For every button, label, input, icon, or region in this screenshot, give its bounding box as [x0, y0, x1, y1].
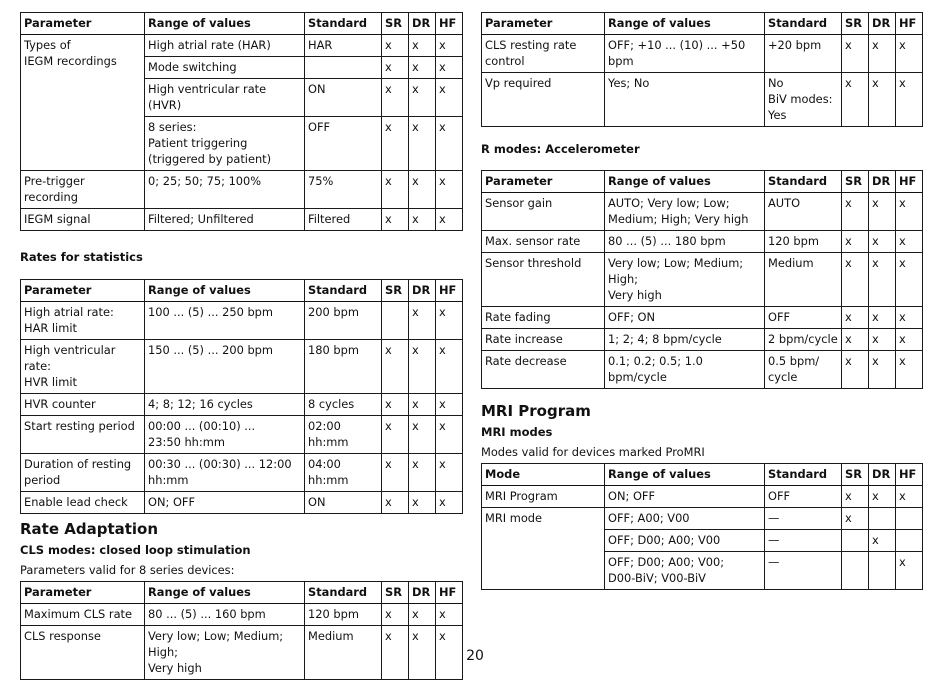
table-cell: 0; 25; 50; 75; 100% [145, 171, 305, 209]
table-cell: OFF; ON [605, 307, 765, 329]
table-cell: HVR counter [21, 394, 145, 416]
table-cell: x [436, 340, 463, 394]
table-cell: x [436, 35, 463, 57]
table-cell: 02:00 hh:mm [305, 416, 382, 454]
table-row [482, 253, 923, 307]
column-header: HF [436, 13, 463, 35]
table-cell: x [382, 492, 409, 514]
column-header: Range of values [145, 280, 305, 302]
table-cell: x [409, 604, 436, 626]
table-cell: x [409, 171, 436, 209]
column-header: Standard [765, 464, 842, 486]
table-cell: x [842, 307, 869, 329]
column-header: Parameter [21, 13, 145, 35]
table-cell: x [869, 253, 896, 307]
column-header: SR [382, 280, 409, 302]
table-cell: ON [305, 492, 382, 514]
table-cell: 1; 2; 4; 8 bpm/cycle [605, 329, 765, 351]
table-header-row [482, 464, 923, 486]
table-row [482, 231, 923, 253]
table-cell: Rate increase [482, 329, 605, 351]
table-cell: 120 bpm [305, 604, 382, 626]
table-cell: ON [305, 79, 382, 117]
table-header-row [482, 13, 923, 35]
table-cell: x [409, 35, 436, 57]
table-cell: x [382, 209, 409, 231]
left-column [20, 12, 462, 680]
table-cell: x [382, 604, 409, 626]
table-cell: x [409, 340, 436, 394]
table-cell: x [382, 57, 409, 79]
table-cell: 200 bpm [305, 302, 382, 340]
table-cell: x [382, 626, 409, 680]
table-cell [305, 57, 382, 79]
table-cell [842, 530, 869, 552]
column-header: HF [436, 280, 463, 302]
table-cell: x [409, 394, 436, 416]
column-header: Range of values [145, 582, 305, 604]
table-cell: x [409, 626, 436, 680]
table-cell: Vp required [482, 73, 605, 127]
column-header: Parameter [482, 171, 605, 193]
table-row [21, 302, 463, 340]
table-cell: — [765, 508, 842, 530]
table-cell: 120 bpm [765, 231, 842, 253]
column-header: Mode [482, 464, 605, 486]
column-header: DR [869, 171, 896, 193]
table-cell: 150 ... (5) ... 200 bpm [145, 340, 305, 394]
table-cell: x [436, 171, 463, 209]
table-cell: No BiV modes: Yes [765, 73, 842, 127]
column-header: SR [842, 13, 869, 35]
column-header: SR [382, 582, 409, 604]
table-cell: x [896, 486, 923, 508]
table-cell: Medium [305, 626, 382, 680]
table-cell [869, 508, 896, 530]
column-header: HF [896, 13, 923, 35]
rates-statistics-table [20, 279, 463, 514]
table-cell [896, 508, 923, 530]
table-cell: x [409, 492, 436, 514]
table-cell: 80 ... (5) ... 160 bpm [145, 604, 305, 626]
table-cell: 4; 8; 12; 16 cycles [145, 394, 305, 416]
column-header: Parameter [482, 13, 605, 35]
table-cell: Filtered; Unfiltered [145, 209, 305, 231]
table-cell: 2 bpm/cycle [765, 329, 842, 351]
table-cell: Maximum CLS rate [21, 604, 145, 626]
table-cell: x [896, 73, 923, 127]
mri-modes-table [481, 463, 923, 590]
table-cell: x [869, 307, 896, 329]
table-cell: 00:30 ... (00:30) ... 12:00 hh:mm [145, 454, 305, 492]
table-cell: x [436, 117, 463, 171]
column-header: Standard [765, 13, 842, 35]
column-header: Parameter [21, 582, 145, 604]
column-header: Standard [765, 171, 842, 193]
mri-program-heading: MRI Program [481, 402, 591, 420]
table-cell: 8 series: Patient triggering (triggered by patient) [145, 117, 305, 171]
table-cell: OFF [305, 117, 382, 171]
table-cell: x [842, 351, 869, 389]
table-cell: x [382, 35, 409, 57]
table-cell: x [869, 329, 896, 351]
cls-modes-heading: CLS modes: closed loop stimulation [20, 543, 251, 557]
table-cell: OFF; D00; A00; V00 [605, 530, 765, 552]
table-cell: x [436, 394, 463, 416]
table-cell: x [382, 416, 409, 454]
cls-table [20, 581, 463, 680]
table-cell [842, 552, 869, 590]
table-cell: x [842, 508, 869, 530]
table-row [21, 171, 463, 209]
table-cell: x [436, 454, 463, 492]
table-cell [382, 302, 409, 340]
table-cell: — [765, 530, 842, 552]
table-row [21, 416, 463, 454]
table-cell: Types of IEGM recordings [21, 35, 145, 171]
table-cell: x [842, 253, 869, 307]
table-cell: 0.1; 0.2; 0.5; 1.0 bpm/cycle [605, 351, 765, 389]
table-cell: High atrial rate: HAR limit [21, 302, 145, 340]
table-cell: AUTO [765, 193, 842, 231]
table-cell: High ventricular rate: HVR limit [21, 340, 145, 394]
iegm-recordings-table [20, 12, 463, 231]
table-cell: OFF [765, 486, 842, 508]
table-cell [869, 552, 896, 590]
table-cell: x [869, 351, 896, 389]
table-cell: High atrial rate (HAR) [145, 35, 305, 57]
column-header: DR [869, 464, 896, 486]
rate-adaptation-heading: Rate Adaptation [20, 520, 159, 538]
mri-note: Modes valid for devices marked ProMRI [481, 445, 705, 459]
table-row [482, 73, 923, 127]
table-row [482, 193, 923, 231]
table-cell: x [896, 552, 923, 590]
table-row [482, 35, 923, 73]
table-cell: x [869, 486, 896, 508]
table-cell: HAR [305, 35, 382, 57]
table-cell: x [409, 117, 436, 171]
table-cell: x [896, 307, 923, 329]
column-header: Standard [305, 280, 382, 302]
table-cell: x [382, 117, 409, 171]
column-header: DR [869, 13, 896, 35]
table-row [482, 508, 923, 530]
table-cell: x [896, 35, 923, 73]
column-header: Range of values [605, 171, 765, 193]
table-cell: ON; OFF [145, 492, 305, 514]
table-cell: x [382, 79, 409, 117]
table-row [21, 394, 463, 416]
column-header: Standard [305, 582, 382, 604]
rates-statistics-heading: Rates for statistics [20, 250, 143, 264]
accelerometer-table [481, 170, 923, 389]
column-header: DR [409, 280, 436, 302]
column-header: HF [896, 171, 923, 193]
table-cell: x [409, 416, 436, 454]
table-row [21, 492, 463, 514]
cls-note: Parameters valid for 8 series devices: [20, 563, 235, 577]
table-cell: x [842, 231, 869, 253]
mri-modes-heading: MRI modes [481, 425, 553, 439]
table-cell: OFF; +10 ... (10) ... +50 bpm [605, 35, 765, 73]
table-cell: x [896, 351, 923, 389]
table-cell: x [382, 394, 409, 416]
table-cell: IEGM signal [21, 209, 145, 231]
table-cell: Rate fading [482, 307, 605, 329]
table-cell: Filtered [305, 209, 382, 231]
table-cell: ON; OFF [605, 486, 765, 508]
table-cell: Very low; Low; Medium; High; Very high [605, 253, 765, 307]
table-cell: Rate decrease [482, 351, 605, 389]
column-header: SR [382, 13, 409, 35]
table-row [482, 329, 923, 351]
table-row [21, 340, 463, 394]
table-cell: Start resting period [21, 416, 145, 454]
table-cell: x [409, 454, 436, 492]
table-cell: 00:00 ... (00:10) ... 23:50 hh:mm [145, 416, 305, 454]
table-cell: x [869, 35, 896, 73]
table-cell [896, 530, 923, 552]
table-cell: Yes; No [605, 73, 765, 127]
table-cell: x [896, 253, 923, 307]
table-cell: 8 cycles [305, 394, 382, 416]
table-cell: x [842, 329, 869, 351]
table-row [21, 209, 463, 231]
table-cell: x [896, 231, 923, 253]
table-cell: x [436, 79, 463, 117]
table-cell: x [382, 454, 409, 492]
table-cell: 100 ... (5) ... 250 bpm [145, 302, 305, 340]
right-column [481, 12, 922, 590]
table-cell: 04:00 hh:mm [305, 454, 382, 492]
table-cell: CLS resting rate control [482, 35, 605, 73]
table-cell: x [409, 209, 436, 231]
table-cell: x [436, 416, 463, 454]
column-header: DR [409, 582, 436, 604]
column-header: Range of values [145, 13, 305, 35]
table-header-row [21, 13, 463, 35]
table-cell: High ventricular rate (HVR) [145, 79, 305, 117]
column-header: Standard [305, 13, 382, 35]
table-cell: x [869, 231, 896, 253]
table-header-row [21, 280, 463, 302]
column-header: Range of values [605, 464, 765, 486]
table-cell: Very low; Low; Medium; High; Very high [145, 626, 305, 680]
table-header-row [21, 582, 463, 604]
table-cell: x [842, 73, 869, 127]
table-cell: x [409, 302, 436, 340]
table-cell: x [436, 492, 463, 514]
table-cell: x [382, 171, 409, 209]
table-cell: Sensor gain [482, 193, 605, 231]
table-cell: x [842, 193, 869, 231]
table-cell: AUTO; Very low; Low; Medium; High; Very high [605, 193, 765, 231]
table-cell: x [869, 73, 896, 127]
column-header: SR [842, 464, 869, 486]
table-cell: OFF [765, 307, 842, 329]
table-row [21, 454, 463, 492]
column-header: Parameter [21, 280, 145, 302]
table-cell: MRI mode [482, 508, 605, 590]
table-cell: +20 bpm [765, 35, 842, 73]
table-cell: 75% [305, 171, 382, 209]
column-header: HF [436, 582, 463, 604]
column-header: SR [842, 171, 869, 193]
table-cell: Sensor threshold [482, 253, 605, 307]
table-row [21, 35, 463, 57]
table-cell: x [409, 57, 436, 79]
table-cell: OFF; D00; A00; V00; D00-BiV; V00-BiV [605, 552, 765, 590]
table-cell: x [436, 57, 463, 79]
table-cell: x [409, 79, 436, 117]
table-cell: x [842, 486, 869, 508]
table-cell: — [765, 552, 842, 590]
table-cell: Pre-trigger recording [21, 171, 145, 209]
table-row [21, 604, 463, 626]
table-cell: OFF; A00; V00 [605, 508, 765, 530]
table-cell: Enable lead check [21, 492, 145, 514]
table-cell: 80 ... (5) ... 180 bpm [605, 231, 765, 253]
column-header: HF [896, 464, 923, 486]
column-header: Range of values [605, 13, 765, 35]
table-row [482, 486, 923, 508]
table-cell: x [869, 530, 896, 552]
table-cell: x [382, 340, 409, 394]
table-cell: 180 bpm [305, 340, 382, 394]
table-cell: 0.5 bpm/ cycle [765, 351, 842, 389]
page-number: 20 [466, 648, 484, 664]
table-cell: x [436, 302, 463, 340]
table-cell: Medium [765, 253, 842, 307]
table-row [482, 307, 923, 329]
cls-continued-table [481, 12, 923, 127]
table-cell: x [896, 193, 923, 231]
table-cell: x [869, 193, 896, 231]
table-header-row [482, 171, 923, 193]
table-cell: Duration of resting period [21, 454, 145, 492]
table-row [482, 351, 923, 389]
table-cell: x [436, 626, 463, 680]
table-cell: MRI Program [482, 486, 605, 508]
table-cell: CLS response [21, 626, 145, 680]
table-cell: Mode switching [145, 57, 305, 79]
table-cell: x [896, 329, 923, 351]
table-cell: x [436, 209, 463, 231]
column-header: DR [409, 13, 436, 35]
table-cell: Max. sensor rate [482, 231, 605, 253]
accelerometer-heading: R modes: Accelerometer [481, 142, 640, 156]
table-cell: x [436, 604, 463, 626]
table-cell: x [842, 35, 869, 73]
